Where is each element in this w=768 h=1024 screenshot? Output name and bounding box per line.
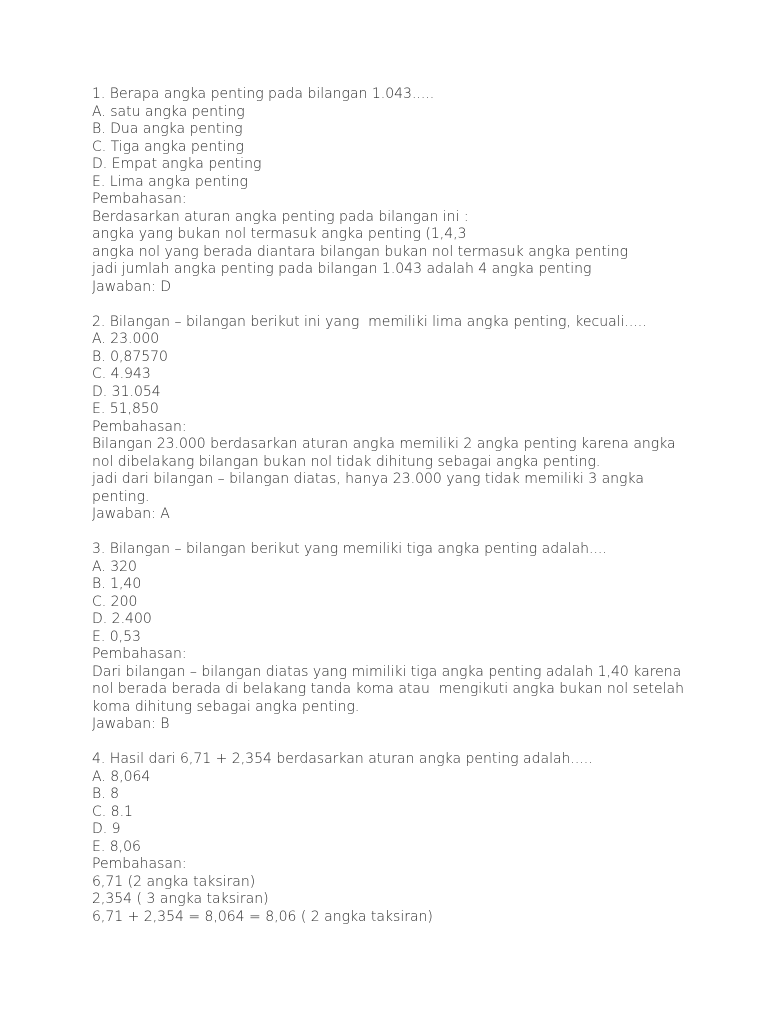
question-text: 4. Hasil dari 6,71 + 2,354 berdasarkan aturan angka penting adalah..... — [92, 751, 593, 767]
question-block-2 — [92, 314, 732, 524]
explanation-line: nol berada berada di belakang tanda koma atau mengikuti angka bukan nol setelah — [92, 681, 684, 697]
option-e: E. 8,06 — [92, 838, 141, 855]
spacer — [92, 734, 732, 752]
explanation-line: Dari bilangan – bilangan diatas yang mimiliki tiga angka penting adalah 1,40 karena — [92, 663, 682, 680]
answer-line: Jawaban: A — [92, 506, 170, 522]
explanation-line: koma dihitung sebagai angka penting. — [92, 698, 360, 715]
option-c: C. 8.1 — [92, 803, 133, 820]
explanation-line: penting. — [92, 488, 150, 505]
option-a: A. satu angka penting — [92, 103, 245, 120]
explanation-line: 6,71 (2 angka taksiran) — [92, 873, 256, 890]
explanation-line: Bilangan 23.000 berdasarkan aturan angka memiliki 2 angka penting karena angka — [92, 436, 676, 452]
question-text: 3. Bilangan – bilangan berikut yang memiliki tiga angka penting adalah.... — [92, 541, 607, 557]
document-page — [92, 86, 732, 926]
spacer — [92, 296, 732, 314]
explanation-line: jadi jumlah angka penting pada bilangan 1.043 adalah 4 angka penting — [92, 261, 592, 277]
explanation-line: 2,354 ( 3 angka taksiran) — [92, 891, 269, 907]
option-b: B. 0,87570 — [92, 348, 168, 365]
option-d: D. 9 — [92, 821, 121, 837]
option-b: B. 1,40 — [92, 576, 142, 592]
explanation-heading: Pembahasan: — [92, 646, 187, 662]
option-c: C. Tiga angka penting — [92, 138, 244, 155]
explanation-line: angka nol yang berada diantara bilangan bukan nol termasuk angka penting — [92, 243, 628, 260]
question-block-3 — [92, 541, 732, 734]
option-b: B. Dua angka penting — [92, 121, 243, 137]
explanation-line: angka yang bukan nol termasuk angka penting (1,4,3 — [92, 226, 467, 242]
explanation-heading: Pembahasan: — [92, 856, 187, 872]
option-e: E. 0,53 — [92, 628, 141, 645]
option-d: D. 2.400 — [92, 611, 152, 627]
explanation-heading: Pembahasan: — [92, 191, 187, 207]
option-e: E. Lima angka penting — [92, 173, 248, 190]
answer-line: Jawaban: B — [92, 716, 170, 732]
explanation-heading: Pembahasan: — [92, 418, 187, 435]
option-d: D. 31.054 — [92, 383, 161, 400]
question-text: 1. Berapa angka penting pada bilangan 1.043..... — [92, 86, 435, 102]
question-block-1 — [92, 86, 732, 296]
option-a: A. 23.000 — [92, 331, 160, 347]
option-a: A. 320 — [92, 558, 137, 575]
explanation-line: Berdasarkan aturan angka penting pada bilangan ini : — [92, 208, 469, 225]
option-e: E. 51,850 — [92, 401, 159, 417]
question-block-4 — [92, 751, 732, 926]
option-c: C. 200 — [92, 593, 138, 610]
option-a: A. 8,064 — [92, 768, 151, 785]
option-c: C. 4.943 — [92, 366, 151, 382]
option-d: D. Empat angka penting — [92, 156, 262, 172]
option-b: B. 8 — [92, 786, 119, 802]
question-text: 2. Bilangan – bilangan berikut ini yang memiliki lima angka penting, kecuali..... — [92, 313, 647, 330]
explanation-line: nol dibelakang bilangan bukan nol tidak dihitung sebagai angka penting. — [92, 453, 601, 470]
answer-line: Jawaban: D — [92, 278, 172, 295]
explanation-line: 6,71 + 2,354 = 8,064 = 8,06 ( 2 angka taksiran) — [92, 908, 433, 925]
explanation-line: jadi dari bilangan – bilangan diatas, hanya 23.000 yang tidak memiliki 3 angka — [92, 471, 644, 487]
spacer — [92, 524, 732, 542]
